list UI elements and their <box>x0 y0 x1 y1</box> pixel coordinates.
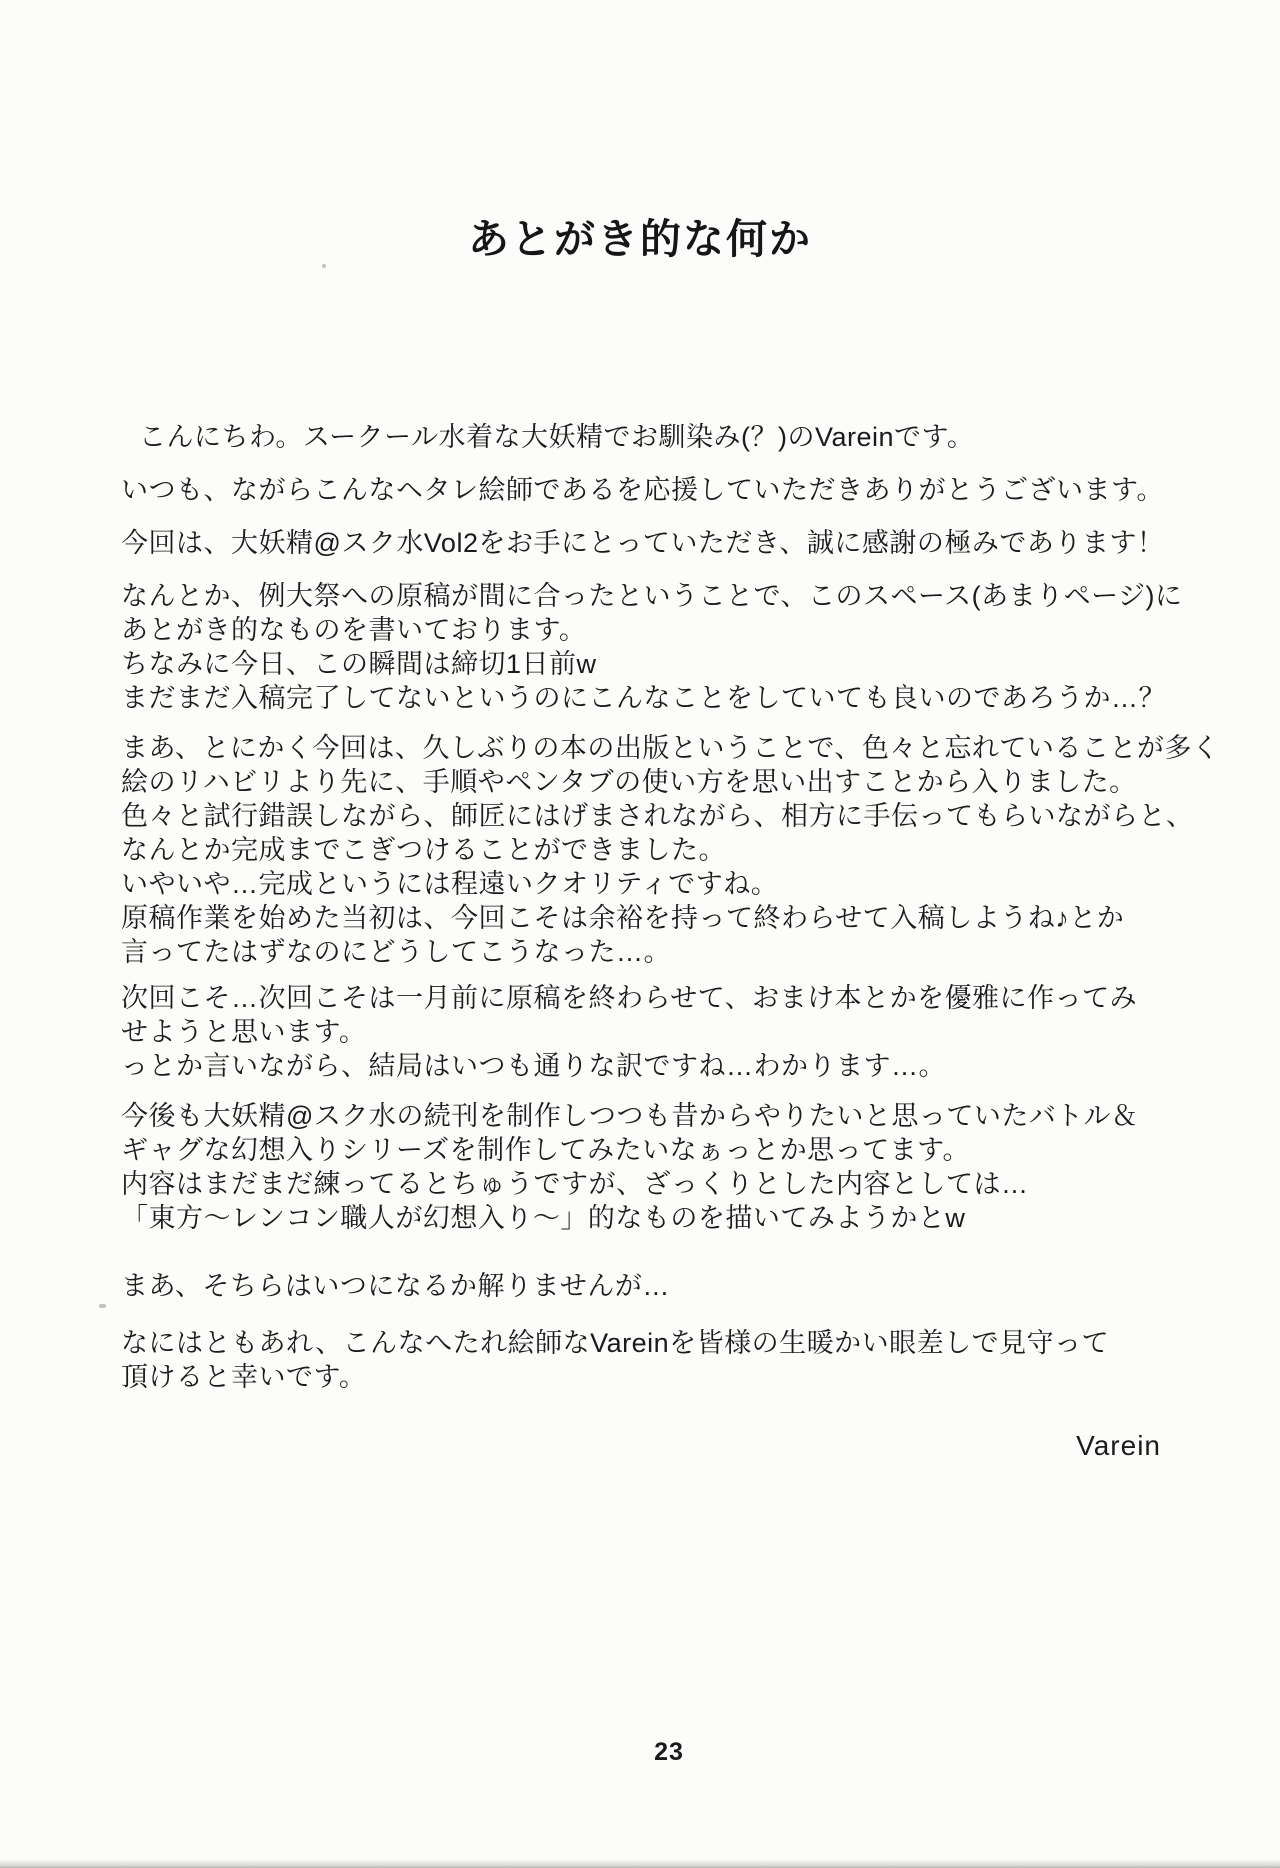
page-title: あとがき的な何か <box>468 216 812 262</box>
text-line: いつも、ながらこんなヘタレ絵師であるを応援していただきありがとうございます。 <box>121 475 1164 505</box>
text-line: まあ、そちらはいつになるか解りませんが… <box>121 1271 670 1301</box>
paragraph-thanks <box>121 473 1216 507</box>
text-line: 頂けると幸いです。 <box>121 1362 367 1392</box>
text-line: せようと思います。 <box>121 1017 367 1047</box>
text-line: 今回は、大妖精@スク水Vol2をお手にとっていただき、誠に感謝の極みであります！ <box>121 528 1165 558</box>
paragraph-production <box>121 731 1220 969</box>
text-line: 原稿作業を始めた当初は、今回こそは余裕を持って終わらせて入稿しようね♪とか <box>121 903 1125 933</box>
text-line: なんとか、例大祭への原稿が間に合ったということで、このスペース(あまりページ)に <box>121 581 1183 611</box>
text-line: っとか言いながら、結局はいつも通りな訳ですね…わかります…。 <box>121 1051 946 1081</box>
scan-edge-shadow <box>0 1859 1280 1868</box>
text-line: 色々と試行錯誤しながら、師匠にはげまされながら、相方に手伝ってもらいながらと、 <box>121 801 1194 831</box>
text-line: ギャグな幻想入りシリーズを制作してみたいなぁっとか思ってます。 <box>121 1135 970 1165</box>
text-line: 「東方～レンコン職人が幻想入り～」的なものを描いてみようかとw <box>121 1203 966 1233</box>
text-line: なんとか完成までこぎつけることができました。 <box>121 835 726 865</box>
scan-artifact-dot <box>322 264 326 268</box>
paragraph-closing <box>121 1326 1216 1394</box>
text-line: こんにちわ。スークール水着な大妖精でお馴染み(？)のVareinです。 <box>139 422 975 452</box>
text-line: 言ってたはずなのにどうしてこうなった…。 <box>121 937 671 967</box>
text-line: まだまだ入稿完了してないというのにこんなことをしていても良いのであろうか…？ <box>121 683 1166 713</box>
text-line: なにはともあれ、こんなへたれ絵師なVareinを皆様の生暖かい眼差しで見守って <box>121 1328 1110 1358</box>
paragraph-gratitude <box>121 526 1216 560</box>
paragraph-future-plans <box>121 1099 1216 1235</box>
page-number: 23 <box>654 1738 684 1766</box>
text-line: まあ、とにかく今回は、久しぶりの本の出版ということで、色々と忘れていることが多く <box>121 733 1220 763</box>
text-line: 次回こそ…次回こそは一月前に原稿を終わらせて、おまけ本とかを優雅に作ってみ <box>121 983 1138 1013</box>
text-line: あとがき的なものを書いております。 <box>121 615 587 645</box>
author-signature: Varein <box>1076 1430 1161 1461</box>
paragraph-uncertain <box>121 1269 1216 1303</box>
text-line: 絵のリハビリより先に、手順やペンタブの使い方を思い出すことから入りました。 <box>121 767 1137 797</box>
text-line: ちなみに今日、この瞬間は締切1日前w <box>121 649 597 679</box>
paragraph-deadline <box>121 579 1216 715</box>
afterword-body <box>121 420 1220 1394</box>
text-line: いやいや…完成というには程遠いクオリティですね。 <box>121 869 779 899</box>
paragraph-next-time <box>121 981 1216 1083</box>
paragraph-greeting <box>121 420 1216 454</box>
text-line: 内容はまだまだ練ってるとちゅうですが、ざっくりとした内容としては… <box>121 1169 1029 1199</box>
scan-artifact-dash <box>99 1304 106 1308</box>
text-line: 今後も大妖精@スク水の続刊を制作しつつも昔からやりたいと思っていたバトル＆ <box>121 1101 1139 1131</box>
